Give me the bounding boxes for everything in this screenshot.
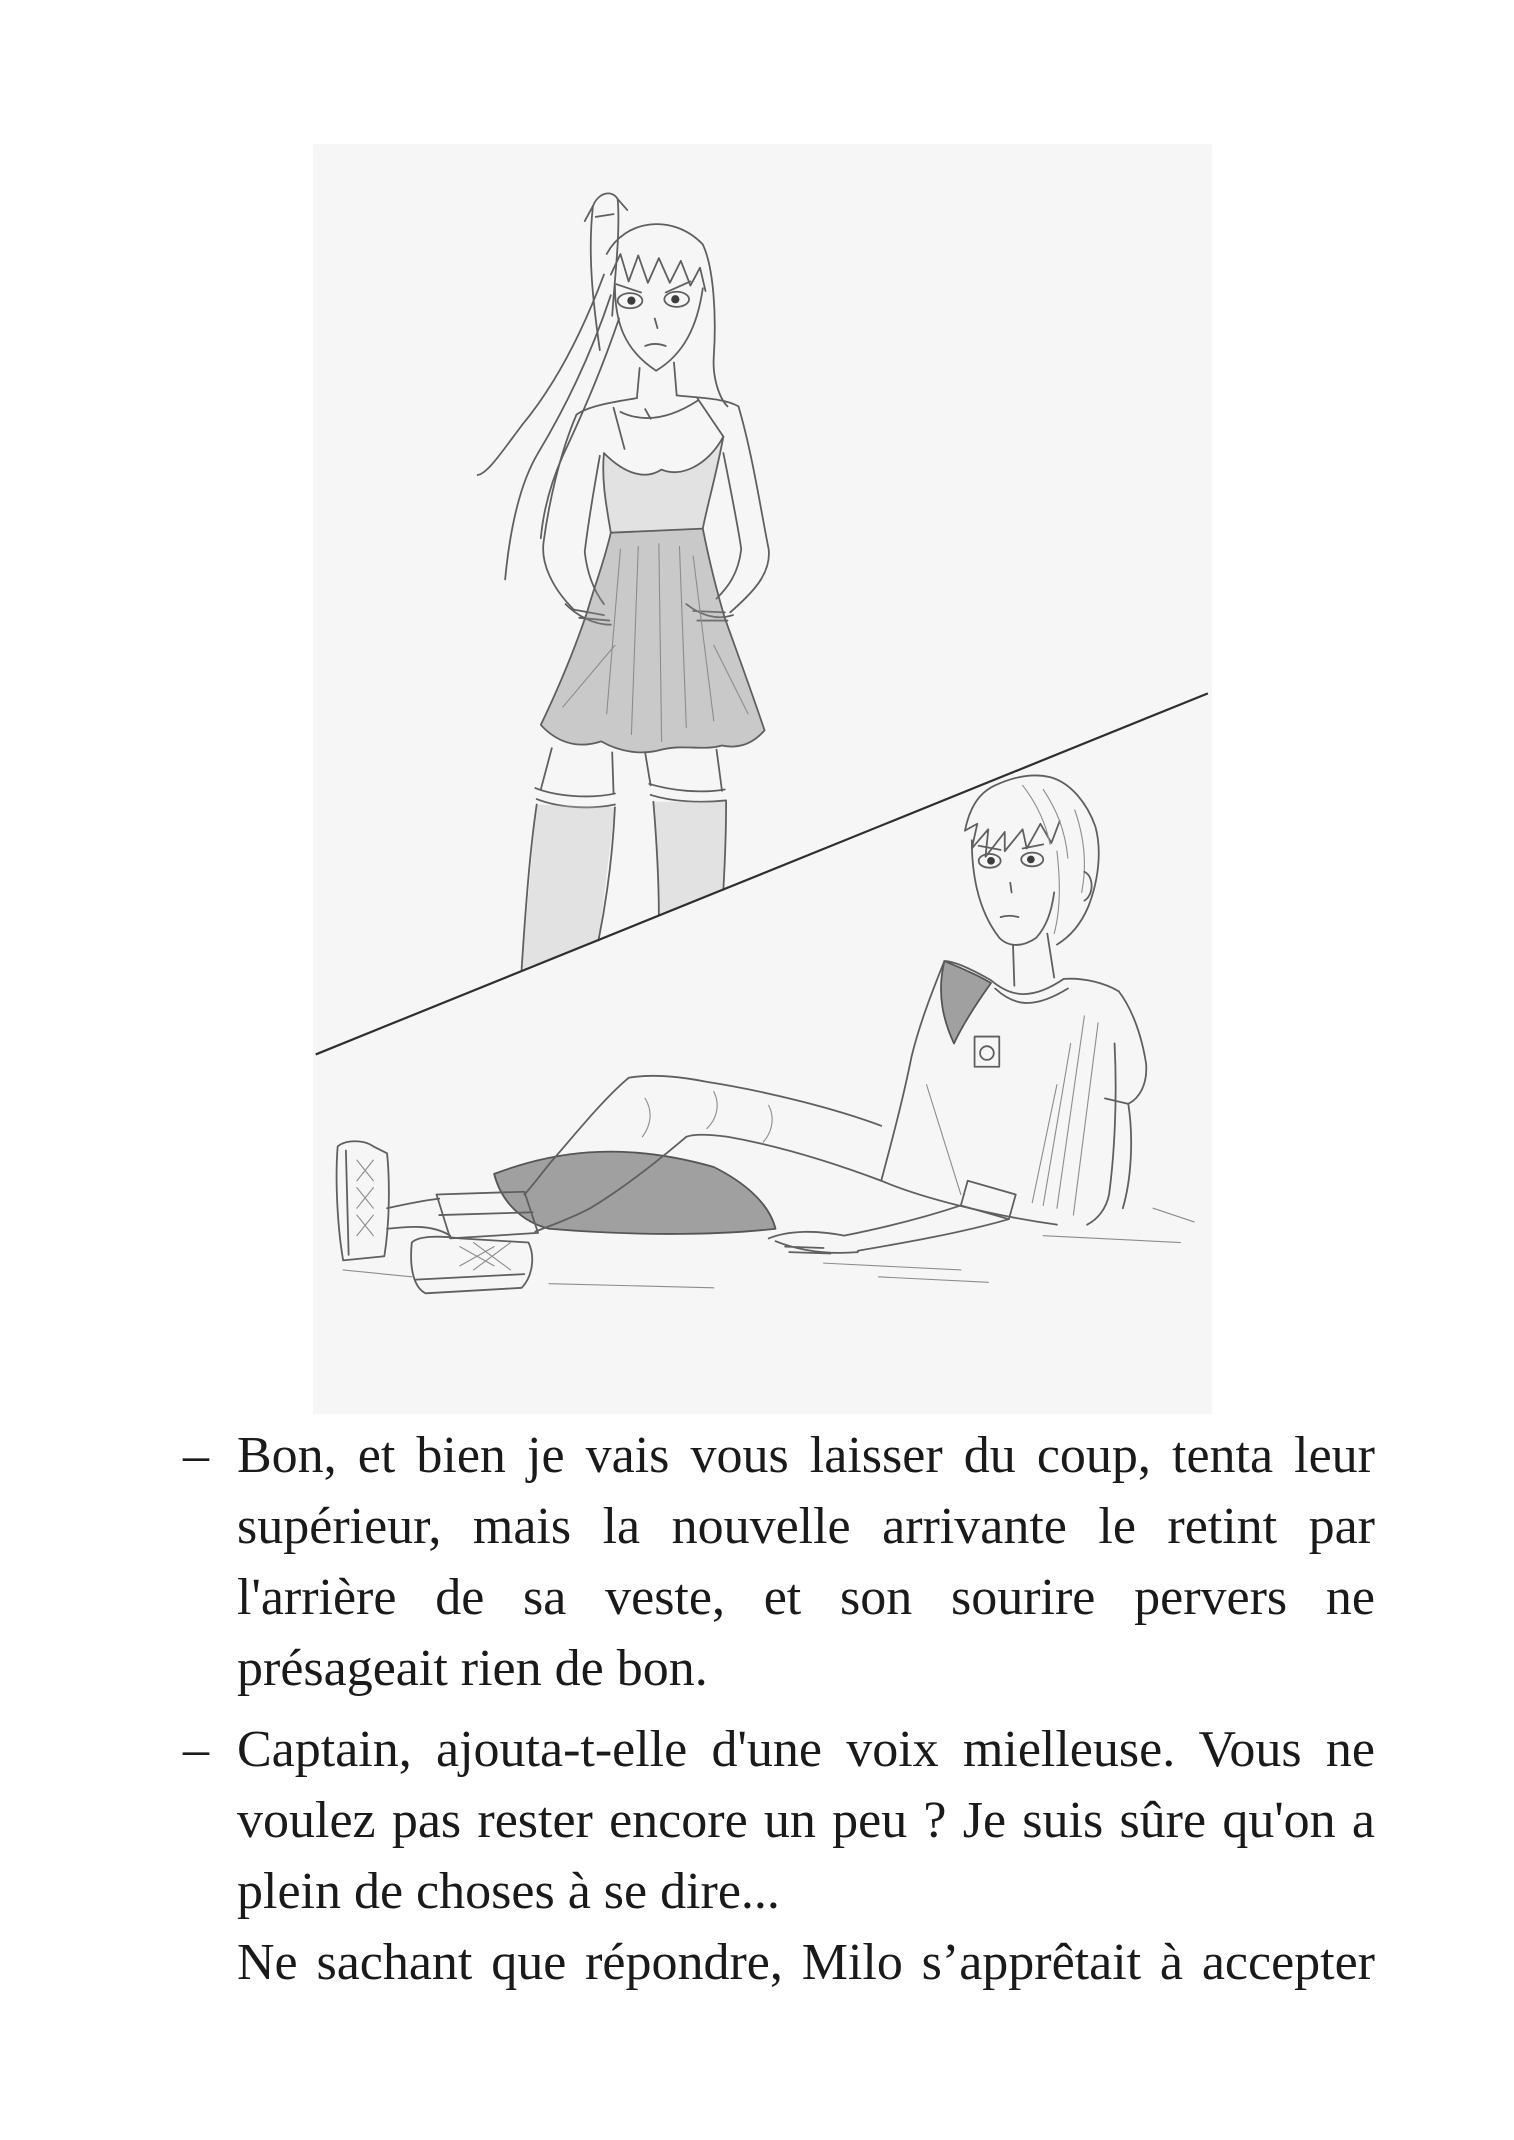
text-line: Bon, et bien je vais vous laisser du coup, tenta leur (237, 1427, 1375, 1484)
text-line: présageait rien de bon. (237, 1640, 708, 1697)
dialogue-dash: – (183, 1427, 209, 1484)
girl-left-pupil (627, 297, 635, 305)
dialogue-paragraph-1 (183, 1420, 1375, 1704)
dialogue-dash: – (183, 1721, 209, 1778)
text-line: supérieur, mais la nouvelle arrivante le retint par (237, 1498, 1375, 1555)
boy-left-pupil (987, 857, 995, 865)
story-text (183, 1420, 1375, 1998)
text-line: voulez pas rester encore un peu ? Je suis sûre qu'on a (237, 1792, 1375, 1849)
girl-right-pupil (671, 295, 679, 303)
text-line: l'arrière de sa veste, et son sourire pervers ne (237, 1569, 1375, 1626)
narration-paragraph (237, 1927, 1375, 1998)
text-line: plein de choses à se dire... (237, 1863, 780, 1920)
text-line: Captain, ajouta-t-elle d'une voix mielleuse. Vous ne (237, 1721, 1375, 1778)
dialogue-paragraph-2 (183, 1714, 1375, 1927)
boy-right-pupil (1027, 856, 1035, 864)
text-line: Ne sachant que répondre, Milo s’apprêtait à accepter (237, 1934, 1375, 1991)
